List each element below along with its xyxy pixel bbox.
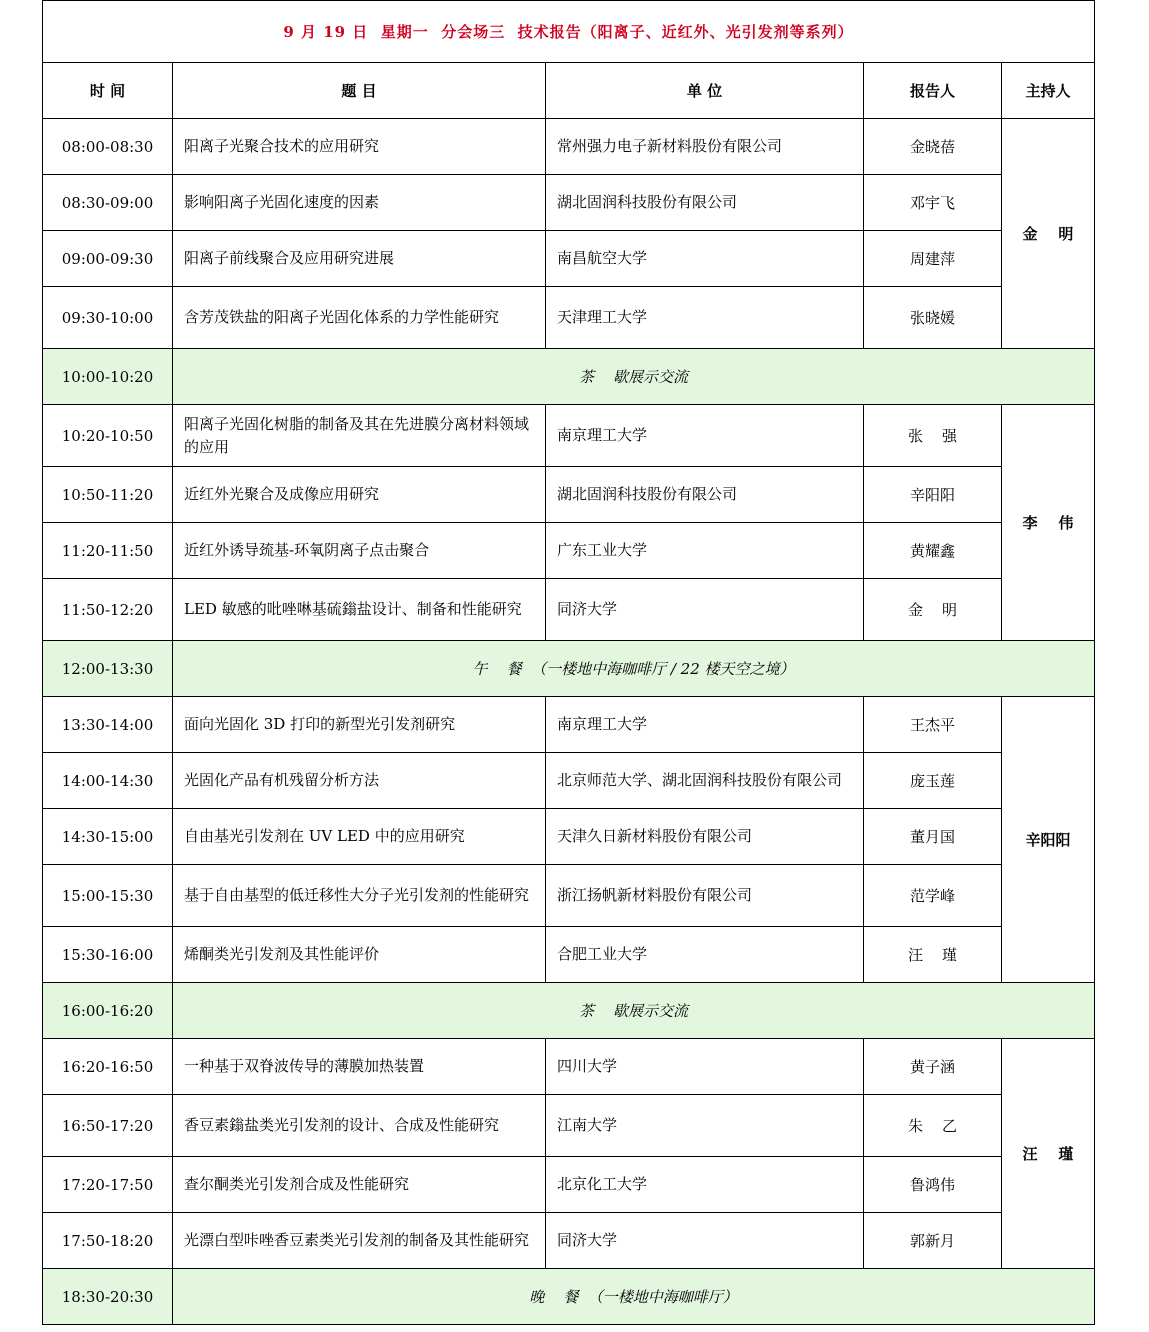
- topic-cell: 一种基于双脊波传导的薄膜加热装置: [173, 1039, 546, 1095]
- speaker-cell: 庞玉莲: [864, 753, 1002, 809]
- speaker-cell: 张晓媛: [864, 287, 1002, 349]
- break-row: [43, 983, 1095, 1039]
- unit-cell: 南京理工大学: [546, 697, 864, 753]
- table-row: [43, 865, 1095, 927]
- table-row: [43, 405, 1095, 467]
- page-title: 9 月 19 日 星期一 分会场三 技术报告（阳离子、近红外、光引发剂等系列）: [43, 1, 1095, 63]
- unit-cell: 同济大学: [546, 579, 864, 641]
- table-row: [43, 523, 1095, 579]
- time-cell: 11:50-12:20: [43, 579, 173, 641]
- host-cell: 李 伟: [1002, 405, 1095, 641]
- topic-cell: 香豆素鎓盐类光引发剂的设计、合成及性能研究: [173, 1095, 546, 1157]
- time-cell: 10:20-10:50: [43, 405, 173, 467]
- speaker-cell: 张 强: [864, 405, 1002, 467]
- break-row: [43, 1269, 1095, 1325]
- topic-cell: 自由基光引发剂在 UV LED 中的应用研究: [173, 809, 546, 865]
- unit-cell: 北京师范大学、湖北固润科技股份有限公司: [546, 753, 864, 809]
- unit-cell: 天津理工大学: [546, 287, 864, 349]
- topic-cell: LED 敏感的吡唑啉基硫鎓盐设计、制备和性能研究: [173, 579, 546, 641]
- table-row: [43, 1039, 1095, 1095]
- unit-cell: 四川大学: [546, 1039, 864, 1095]
- table-row: [43, 697, 1095, 753]
- speaker-cell: 汪 瑾: [864, 927, 1002, 983]
- table-row: [43, 287, 1095, 349]
- unit-cell: 常州强力电子新材料股份有限公司: [546, 119, 864, 175]
- time-cell: 13:30-14:00: [43, 697, 173, 753]
- time-cell: 15:00-15:30: [43, 865, 173, 927]
- table-row: [43, 1157, 1095, 1213]
- time-cell: 17:20-17:50: [43, 1157, 173, 1213]
- unit-cell: 湖北固润科技股份有限公司: [546, 175, 864, 231]
- time-cell: 10:00-10:20: [43, 349, 173, 405]
- time-cell: 14:00-14:30: [43, 753, 173, 809]
- table-row: [43, 175, 1095, 231]
- topic-cell: 近红外光聚合及成像应用研究: [173, 467, 546, 523]
- unit-cell: 天津久日新材料股份有限公司: [546, 809, 864, 865]
- break-desc: 茶 歇展示交流: [173, 349, 1095, 405]
- unit-cell: 南昌航空大学: [546, 231, 864, 287]
- header-speaker: 报告人: [864, 63, 1002, 119]
- unit-cell: 湖北固润科技股份有限公司: [546, 467, 864, 523]
- speaker-cell: 辛阳阳: [864, 467, 1002, 523]
- time-cell: 12:00-13:30: [43, 641, 173, 697]
- break-desc: 午 餐 （一楼地中海咖啡厅 / 22 楼天空之境）: [173, 641, 1095, 697]
- time-cell: 15:30-16:00: [43, 927, 173, 983]
- speaker-cell: 鲁鸿伟: [864, 1157, 1002, 1213]
- time-cell: 16:50-17:20: [43, 1095, 173, 1157]
- speaker-cell: 黄耀鑫: [864, 523, 1002, 579]
- topic-cell: 光固化产品有机残留分析方法: [173, 753, 546, 809]
- unit-cell: 浙江扬帆新材料股份有限公司: [546, 865, 864, 927]
- unit-cell: 北京化工大学: [546, 1157, 864, 1213]
- time-cell: 14:30-15:00: [43, 809, 173, 865]
- table-row: [43, 809, 1095, 865]
- speaker-cell: 王杰平: [864, 697, 1002, 753]
- time-cell: 09:00-09:30: [43, 231, 173, 287]
- time-cell: 09:30-10:00: [43, 287, 173, 349]
- header-unit: 单 位: [546, 63, 864, 119]
- break-desc: 茶 歇展示交流: [173, 983, 1095, 1039]
- speaker-cell: 朱 乙: [864, 1095, 1002, 1157]
- table-row: [43, 753, 1095, 809]
- header-topic: 题 目: [173, 63, 546, 119]
- time-cell: 18:30-20:30: [43, 1269, 173, 1325]
- speaker-cell: 郭新月: [864, 1213, 1002, 1269]
- topic-cell: 阳离子光固化树脂的制备及其在先进膜分离材料领域的应用: [173, 405, 546, 467]
- speaker-cell: 金 明: [864, 579, 1002, 641]
- speaker-cell: 周建萍: [864, 231, 1002, 287]
- topic-cell: 阳离子前线聚合及应用研究进展: [173, 231, 546, 287]
- speaker-cell: 范学峰: [864, 865, 1002, 927]
- table-row: [43, 1213, 1095, 1269]
- host-cell: 金 明: [1002, 119, 1095, 349]
- break-row: [43, 641, 1095, 697]
- unit-cell: 南京理工大学: [546, 405, 864, 467]
- time-cell: 08:30-09:00: [43, 175, 173, 231]
- topic-cell: 含芳茂铁盐的阳离子光固化体系的力学性能研究: [173, 287, 546, 349]
- unit-cell: 同济大学: [546, 1213, 864, 1269]
- table-row: [43, 927, 1095, 983]
- topic-cell: 光漂白型咔唑香豆素类光引发剂的制备及其性能研究: [173, 1213, 546, 1269]
- topic-cell: 影响阳离子光固化速度的因素: [173, 175, 546, 231]
- topic-cell: 查尔酮类光引发剂合成及性能研究: [173, 1157, 546, 1213]
- speaker-cell: 金晓蓓: [864, 119, 1002, 175]
- break-row: [43, 349, 1095, 405]
- unit-cell: 江南大学: [546, 1095, 864, 1157]
- host-cell: 辛阳阳: [1002, 697, 1095, 983]
- schedule-table: [42, 0, 1095, 1325]
- time-cell: 16:20-16:50: [43, 1039, 173, 1095]
- topic-cell: 烯酮类光引发剂及其性能评价: [173, 927, 546, 983]
- topic-cell: 基于自由基型的低迁移性大分子光引发剂的性能研究: [173, 865, 546, 927]
- header-host: 主持人: [1002, 63, 1095, 119]
- unit-cell: 合肥工业大学: [546, 927, 864, 983]
- table-row: [43, 467, 1095, 523]
- topic-cell: 近红外诱导巯基-环氧阴离子点击聚合: [173, 523, 546, 579]
- table-row: [43, 119, 1095, 175]
- time-cell: 16:00-16:20: [43, 983, 173, 1039]
- break-desc: 晚 餐 （一楼地中海咖啡厅）: [173, 1269, 1095, 1325]
- time-cell: 08:00-08:30: [43, 119, 173, 175]
- unit-cell: 广东工业大学: [546, 523, 864, 579]
- table-row: [43, 1095, 1095, 1157]
- table-row: [43, 231, 1095, 287]
- topic-cell: 面向光固化 3D 打印的新型光引发剂研究: [173, 697, 546, 753]
- topic-cell: 阳离子光聚合技术的应用研究: [173, 119, 546, 175]
- speaker-cell: 邓宇飞: [864, 175, 1002, 231]
- host-cell: 汪 瑾: [1002, 1039, 1095, 1269]
- speaker-cell: 董月国: [864, 809, 1002, 865]
- header-time: 时 间: [43, 63, 173, 119]
- table-row: [43, 579, 1095, 641]
- speaker-cell: 黄子涵: [864, 1039, 1002, 1095]
- time-cell: 11:20-11:50: [43, 523, 173, 579]
- time-cell: 17:50-18:20: [43, 1213, 173, 1269]
- time-cell: 10:50-11:20: [43, 467, 173, 523]
